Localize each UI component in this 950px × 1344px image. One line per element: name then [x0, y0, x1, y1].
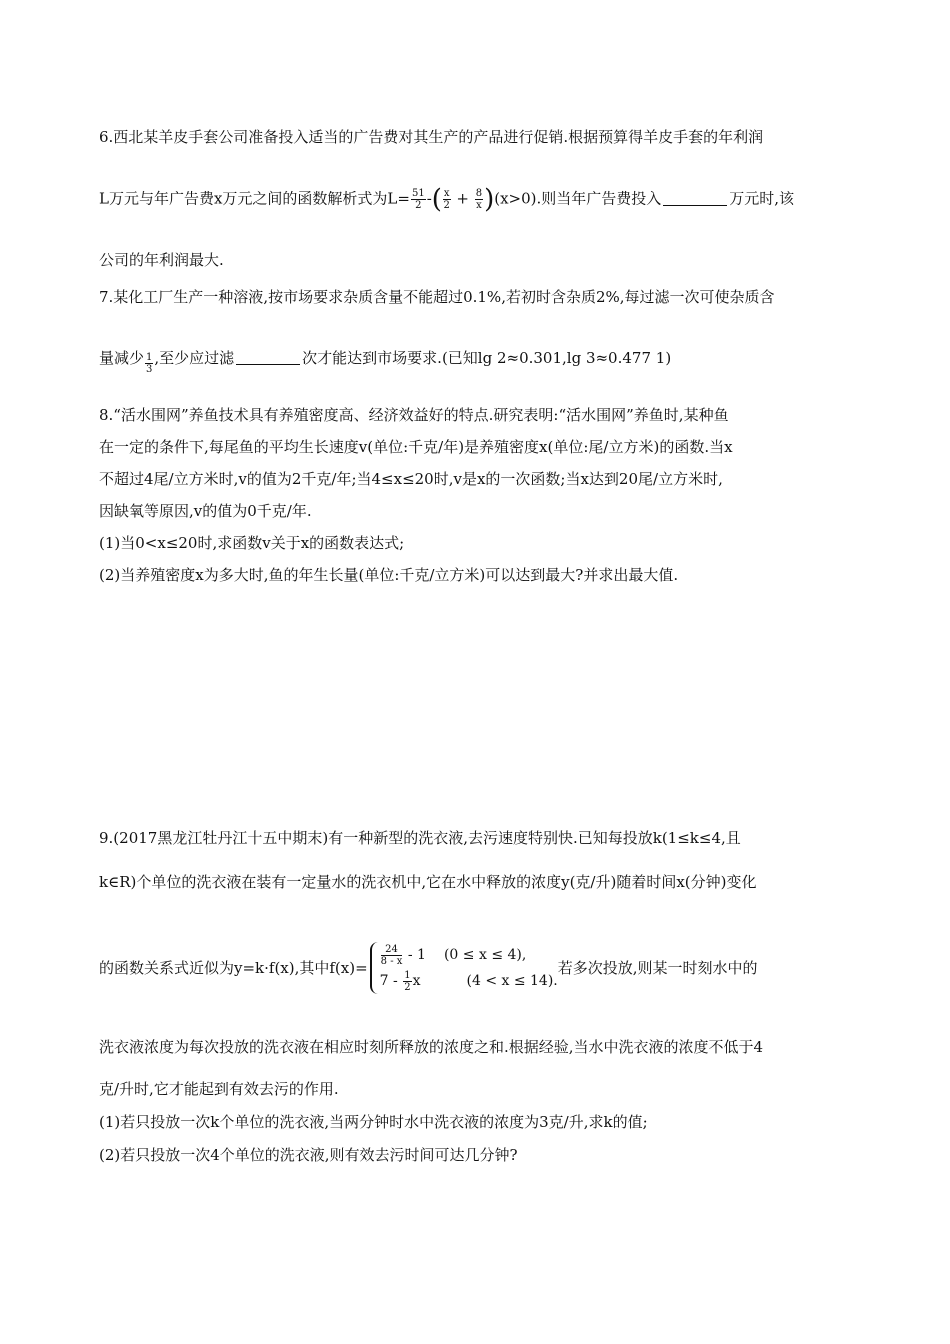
q8-line-6: (2)当养殖密度x为多大时,鱼的年生长量(单位:千克/立方米)可以达到最大?并求出最大值. — [99, 566, 679, 584]
q9-line-4: 洗衣液浓度为每次投放的洗衣液在相应时刻所释放的浓度之和.根据经验,当水中洗衣液的浓度不低于4 — [99, 1038, 764, 1056]
q6-plus: + — [456, 189, 469, 208]
q6-fraction-51-2: $\frac{51}{2}$ — [411, 188, 425, 211]
q6-line-1: 6.西北某羊皮手套公司准备投入适当的广告费对其生产的产品进行促销.根据预算得羊皮手套的年利润 — [99, 128, 764, 146]
q6-left-paren: ( — [431, 184, 442, 215]
q6-text-a: L万元与年广告费x万元之间的函数解析式为L= — [99, 189, 410, 208]
q8-line-1: 8.“活水围网”养鱼技术具有养殖密度高、经济效益好的特点.研究表明:“活水围网”养鱼时,某种鱼 — [99, 406, 729, 424]
q9-line-6: (1)若只投放一次k个单位的洗衣液,当两分钟时水中洗衣液的浓度为3克/升,求k的值; — [99, 1113, 648, 1131]
q7-text-a: 量减少 — [99, 349, 145, 367]
q7-line-1: 7.某化工厂生产一种溶液,按市场要求杂质含量不能超过0.1%,若初时含杂质2%,每过滤一次可使杂质含 — [99, 288, 775, 306]
q7-fraction-1-3: $\frac{1}{3}$ — [146, 352, 153, 375]
q8-line-5: (1)当0<x≤20时,求函数v关于x的函数表达式; — [99, 534, 405, 552]
left-brace-icon — [370, 942, 380, 994]
q9-piecewise-function — [370, 942, 558, 994]
q7-line-2 — [99, 348, 671, 375]
q9-line-3 — [99, 942, 758, 994]
q9-line-1: 9.(2017黑龙江牡丹江十五中期末)有一种新型的洗衣液,去污速度特别快.已知每投放k(1≤k≤4,且 — [99, 829, 741, 847]
q6-line-2 — [99, 184, 795, 215]
q8-line-4: 因缺氧等原因,v的值为0千克/年. — [99, 502, 312, 520]
q7-text-b: ,至少应过滤 — [154, 349, 235, 367]
q9-fraction-24: $\frac{24}{8 - x}$ — [380, 943, 403, 967]
q9-fraction-1-2: $\frac{1}{2}$ — [404, 969, 411, 993]
q9-line-2: k∈R)个单位的洗衣液在装有一定量水的洗衣机中,它在水中释放的浓度y(克/升)随着时间x(分钟)变化 — [99, 873, 757, 891]
q7-text-c: 次才能达到市场要求.(已知lg 2≈0.301,lg 3≈0.477 1) — [302, 349, 672, 367]
q6-minus: - — [426, 189, 432, 208]
q9-text-b: 若多次投放,则某一时刻水中的 — [557, 959, 758, 977]
q8-line-3: 不超过4尾/立方米时,v的值为2千克/年;当4≤x≤20时,v是x的一次函数;当x达到20尾/立方米时, — [99, 470, 723, 488]
q6-fraction-8-x: $\frac{8}{x}$ — [475, 188, 483, 211]
q9-case-2: 7 - $\frac{1}{2}$ x (4 < x ≤ 14). — [379, 969, 558, 993]
q7-answer-blank[interactable] — [236, 349, 300, 365]
q9-case-1: $\frac{24}{8 - x}$ - 1 (0 ≤ x ≤ 4), — [380, 943, 527, 967]
q6-right-paren: ) — [484, 184, 495, 215]
q9-text-a: 的函数关系式近似为y=k·f(x),其中f(x)= — [99, 959, 368, 977]
q6-answer-blank[interactable] — [663, 190, 727, 206]
q6-fraction-x-2: $\frac{x}{2}$ — [443, 188, 450, 211]
q6-text-c: 万元时,该 — [729, 189, 795, 208]
q8-line-2: 在一定的条件下,每尾鱼的平均生长速度v(单位:千克/年)是养殖密度x(单位:尾/立方米)的函数.当x — [99, 438, 733, 456]
q6-line-3: 公司的年利润最大. — [99, 251, 224, 269]
q9-line-7: (2)若只投放一次4个单位的洗衣液,则有效去污时间可达几分钟? — [99, 1146, 518, 1164]
q9-line-5: 克/升时,它才能起到有效去污的作用. — [99, 1080, 339, 1098]
q6-text-b: (x>0).则当年广告费投入 — [494, 189, 662, 208]
